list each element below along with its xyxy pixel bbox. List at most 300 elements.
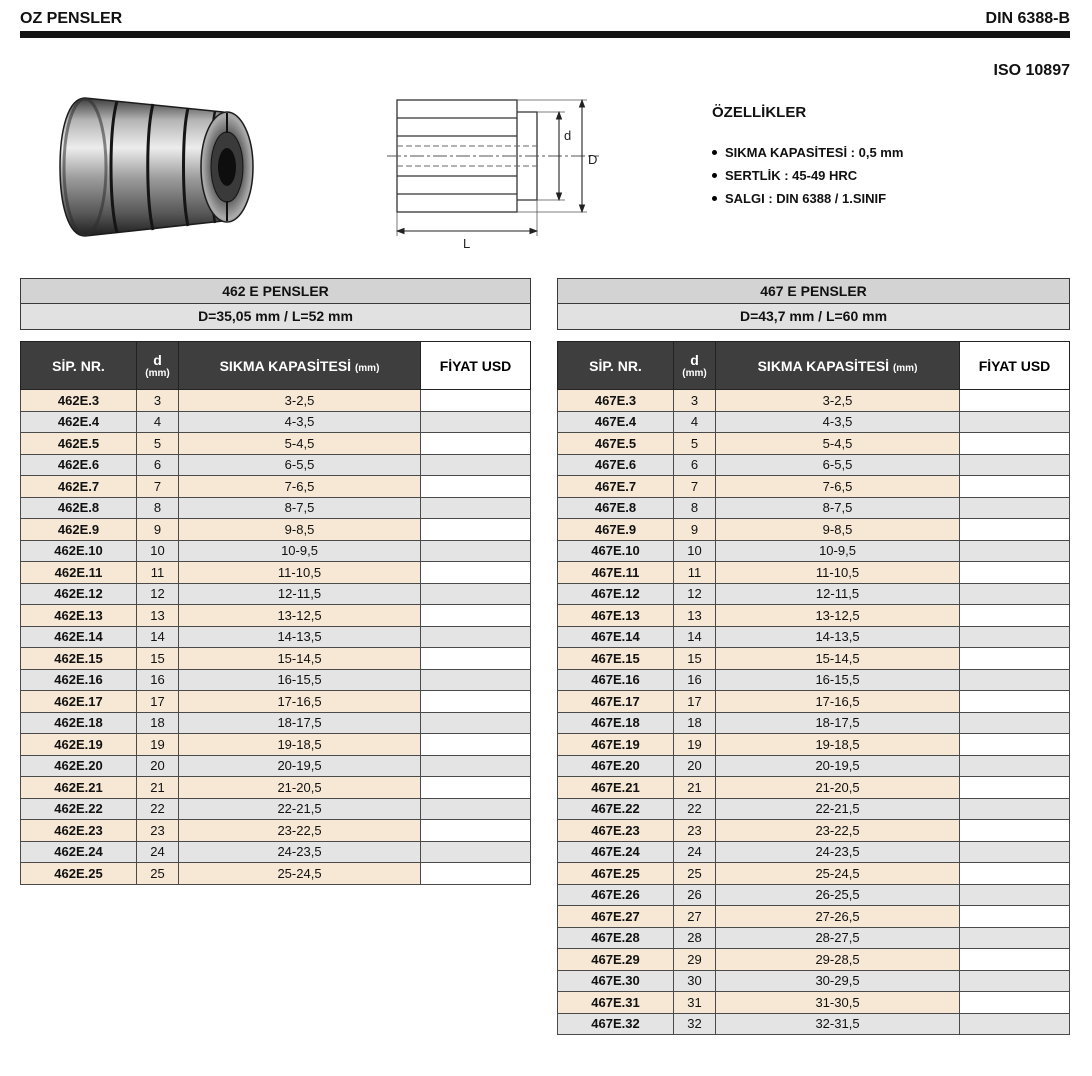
- table-row: [558, 927, 1070, 949]
- d-cell: 26: [674, 884, 716, 906]
- feature-item: [712, 168, 1042, 183]
- price-cell: [960, 583, 1070, 605]
- d-cell: 25: [674, 863, 716, 885]
- sip-cell: 462E.14: [21, 626, 137, 648]
- table-row: [21, 411, 531, 433]
- price-cell: [421, 841, 531, 863]
- sip-cell: 467E.7: [558, 476, 674, 498]
- d-cell: 10: [137, 540, 179, 562]
- sip-cell: 462E.9: [21, 519, 137, 541]
- technical-drawing: [385, 84, 620, 252]
- price-cell: [960, 562, 1070, 584]
- capacity-cell: 18-17,5: [716, 712, 960, 734]
- d-cell: 27: [674, 906, 716, 928]
- table-row: [558, 863, 1070, 885]
- col-capacity: [179, 342, 421, 390]
- d-cell: 29: [674, 949, 716, 971]
- table-row: [21, 820, 531, 842]
- table-row: [558, 519, 1070, 541]
- capacity-cell: 5-4,5: [716, 433, 960, 455]
- d-cell: 24: [137, 841, 179, 863]
- col-sublabel: (mm): [682, 367, 707, 379]
- price-cell: [960, 927, 1070, 949]
- capacity-cell: 20-19,5: [179, 755, 421, 777]
- table-467e: [557, 278, 1070, 1035]
- price-cell: [421, 626, 531, 648]
- sip-cell: 462E.19: [21, 734, 137, 756]
- d-cell: 16: [137, 669, 179, 691]
- price-cell: [960, 454, 1070, 476]
- sip-cell: 467E.20: [558, 755, 674, 777]
- feature-item: [712, 145, 1042, 160]
- table-row: [21, 626, 531, 648]
- features-title: ÖZELLİKLER: [712, 104, 807, 121]
- d-cell: 8: [674, 497, 716, 519]
- sip-cell: 462E.6: [21, 454, 137, 476]
- d-cell: 23: [674, 820, 716, 842]
- table-row: [21, 497, 531, 519]
- d-cell: 20: [137, 755, 179, 777]
- capacity-cell: 4-3,5: [716, 411, 960, 433]
- table-row: [21, 669, 531, 691]
- dim-L-label: L: [463, 236, 471, 251]
- price-cell: [421, 820, 531, 842]
- features-section: [712, 104, 1042, 214]
- table-row: [558, 433, 1070, 455]
- price-cell: [421, 433, 531, 455]
- price-cell: [960, 519, 1070, 541]
- capacity-cell: 12-11,5: [179, 583, 421, 605]
- sip-cell: 467E.8: [558, 497, 674, 519]
- table-row: [558, 734, 1070, 756]
- table-subtitle: D=35,05 mm / L=52 mm: [20, 304, 531, 330]
- d-cell: 18: [674, 712, 716, 734]
- table-row: [558, 691, 1070, 713]
- price-cell: [960, 734, 1070, 756]
- capacity-cell: 9-8,5: [716, 519, 960, 541]
- d-cell: 15: [674, 648, 716, 670]
- table-row: [558, 884, 1070, 906]
- capacity-cell: 29-28,5: [716, 949, 960, 971]
- sip-cell: 462E.12: [21, 583, 137, 605]
- d-cell: 15: [137, 648, 179, 670]
- table-row: [21, 863, 531, 885]
- table-row: [21, 540, 531, 562]
- sip-cell: 467E.11: [558, 562, 674, 584]
- capacity-cell: 4-3,5: [179, 411, 421, 433]
- sip-cell: 467E.13: [558, 605, 674, 627]
- capacity-cell: 7-6,5: [179, 476, 421, 498]
- sip-cell: 467E.31: [558, 992, 674, 1014]
- capacity-cell: 19-18,5: [179, 734, 421, 756]
- sip-cell: 462E.24: [21, 841, 137, 863]
- price-cell: [421, 605, 531, 627]
- capacity-cell: 5-4,5: [179, 433, 421, 455]
- table-row: [558, 454, 1070, 476]
- table-row: [558, 583, 1070, 605]
- price-cell: [421, 648, 531, 670]
- sip-cell: 467E.17: [558, 691, 674, 713]
- d-cell: 8: [137, 497, 179, 519]
- price-cell: [960, 497, 1070, 519]
- price-cell: [960, 390, 1070, 412]
- sip-cell: 462E.16: [21, 669, 137, 691]
- capacity-cell: 25-24,5: [179, 863, 421, 885]
- table-row: [558, 906, 1070, 928]
- price-cell: [960, 712, 1070, 734]
- standard-din: DIN 6388-B: [985, 10, 1070, 27]
- price-cell: [960, 540, 1070, 562]
- sip-cell: 462E.23: [21, 820, 137, 842]
- capacity-cell: 21-20,5: [179, 777, 421, 799]
- price-cell: [960, 992, 1070, 1014]
- table-row: [21, 562, 531, 584]
- sip-cell: 462E.22: [21, 798, 137, 820]
- price-cell: [960, 863, 1070, 885]
- sip-cell: 467E.16: [558, 669, 674, 691]
- col-sublabel: (mm): [145, 367, 170, 379]
- price-cell: [960, 1013, 1070, 1035]
- col-label: SİP. NR.: [52, 357, 105, 374]
- sip-cell: 467E.22: [558, 798, 674, 820]
- col-sublabel: (mm): [892, 362, 918, 374]
- capacity-cell: 23-22,5: [716, 820, 960, 842]
- header-divider: [20, 31, 1070, 38]
- sip-cell: 462E.5: [21, 433, 137, 455]
- capacity-cell: 8-7,5: [716, 497, 960, 519]
- d-cell: 19: [674, 734, 716, 756]
- col-price: [421, 342, 531, 390]
- d-cell: 3: [137, 390, 179, 412]
- capacity-cell: 10-9,5: [179, 540, 421, 562]
- price-cell: [421, 476, 531, 498]
- collet-photo-image: [55, 88, 285, 246]
- table-row: [558, 798, 1070, 820]
- capacity-cell: 16-15,5: [179, 669, 421, 691]
- sip-cell: 467E.15: [558, 648, 674, 670]
- sip-cell: 467E.6: [558, 454, 674, 476]
- d-cell: 13: [674, 605, 716, 627]
- table-row: [558, 1013, 1070, 1035]
- price-cell: [960, 605, 1070, 627]
- d-cell: 9: [674, 519, 716, 541]
- table-row: [558, 992, 1070, 1014]
- col-sublabel: (mm): [354, 362, 380, 374]
- d-cell: 7: [137, 476, 179, 498]
- sip-cell: 462E.13: [21, 605, 137, 627]
- table-title: 467 E PENSLER: [557, 278, 1070, 304]
- col-label: d: [153, 351, 162, 368]
- price-cell: [960, 949, 1070, 971]
- capacity-cell: 23-22,5: [179, 820, 421, 842]
- table-row: [558, 411, 1070, 433]
- table-row: [558, 476, 1070, 498]
- sip-cell: 467E.32: [558, 1013, 674, 1035]
- table-row: [558, 562, 1070, 584]
- table-row: [21, 691, 531, 713]
- table-subtitle: D=43,7 mm / L=60 mm: [557, 304, 1070, 330]
- price-cell: [421, 798, 531, 820]
- dim-d-label: d: [564, 128, 572, 143]
- table-row: [21, 583, 531, 605]
- d-cell: 17: [674, 691, 716, 713]
- data-table: [557, 341, 1070, 1035]
- table-row: [558, 841, 1070, 863]
- col-label: d: [690, 351, 699, 368]
- price-cell: [960, 970, 1070, 992]
- capacity-cell: 31-30,5: [716, 992, 960, 1014]
- price-cell: [960, 820, 1070, 842]
- capacity-cell: 7-6,5: [716, 476, 960, 498]
- table-row: [21, 605, 531, 627]
- sip-cell: 467E.3: [558, 390, 674, 412]
- d-cell: 14: [137, 626, 179, 648]
- capacity-cell: 3-2,5: [179, 390, 421, 412]
- price-cell: [960, 411, 1070, 433]
- capacity-cell: 13-12,5: [716, 605, 960, 627]
- sip-cell: 467E.23: [558, 820, 674, 842]
- d-cell: 11: [137, 562, 179, 584]
- price-cell: [960, 777, 1070, 799]
- d-cell: 19: [137, 734, 179, 756]
- price-cell: [421, 777, 531, 799]
- price-cell: [421, 863, 531, 885]
- table-row: [558, 755, 1070, 777]
- capacity-cell: 11-10,5: [716, 562, 960, 584]
- col-d: [137, 342, 179, 390]
- table-header-row: [21, 342, 531, 390]
- price-cell: [421, 562, 531, 584]
- d-cell: 3: [674, 390, 716, 412]
- table-row: [21, 734, 531, 756]
- table-row: [558, 540, 1070, 562]
- d-cell: 28: [674, 927, 716, 949]
- sip-cell: 462E.18: [21, 712, 137, 734]
- sip-cell: 467E.29: [558, 949, 674, 971]
- table-row: [21, 519, 531, 541]
- table-row: [21, 777, 531, 799]
- price-cell: [960, 906, 1070, 928]
- col-label: SİP. NR.: [589, 357, 642, 374]
- capacity-cell: 3-2,5: [716, 390, 960, 412]
- table-row: [21, 454, 531, 476]
- price-cell: [421, 519, 531, 541]
- capacity-cell: 15-14,5: [179, 648, 421, 670]
- sip-cell: 467E.10: [558, 540, 674, 562]
- price-cell: [960, 669, 1070, 691]
- sip-cell: 467E.19: [558, 734, 674, 756]
- d-cell: 30: [674, 970, 716, 992]
- d-cell: 32: [674, 1013, 716, 1035]
- capacity-cell: 18-17,5: [179, 712, 421, 734]
- price-cell: [960, 798, 1070, 820]
- table-row: [21, 841, 531, 863]
- price-cell: [960, 626, 1070, 648]
- capacity-cell: 19-18,5: [716, 734, 960, 756]
- col-label: SIKMA KAPASİTESİ: [757, 357, 890, 374]
- price-cell: [421, 583, 531, 605]
- d-cell: 11: [674, 562, 716, 584]
- d-cell: 24: [674, 841, 716, 863]
- capacity-cell: 27-26,5: [716, 906, 960, 928]
- sip-cell: 467E.30: [558, 970, 674, 992]
- d-cell: 21: [674, 777, 716, 799]
- col-capacity: [716, 342, 960, 390]
- table-row: [558, 777, 1070, 799]
- capacity-cell: 14-13,5: [716, 626, 960, 648]
- bullet-icon: [712, 196, 717, 201]
- d-cell: 18: [137, 712, 179, 734]
- capacity-cell: 17-16,5: [716, 691, 960, 713]
- col-price: [960, 342, 1070, 390]
- capacity-cell: 30-29,5: [716, 970, 960, 992]
- bullet-icon: [712, 150, 717, 155]
- sip-cell: 467E.26: [558, 884, 674, 906]
- table-row: [558, 712, 1070, 734]
- feature-text: SERTLİK : 45-49 HRC: [725, 168, 858, 183]
- d-cell: 31: [674, 992, 716, 1014]
- d-cell: 10: [674, 540, 716, 562]
- capacity-cell: 12-11,5: [716, 583, 960, 605]
- d-cell: 5: [674, 433, 716, 455]
- sip-cell: 467E.28: [558, 927, 674, 949]
- data-table: [20, 341, 531, 885]
- capacity-cell: 32-31,5: [716, 1013, 960, 1035]
- col-sip-nr: [558, 342, 674, 390]
- dim-D-label: D: [588, 152, 598, 167]
- capacity-cell: 17-16,5: [179, 691, 421, 713]
- sip-cell: 462E.4: [21, 411, 137, 433]
- capacity-cell: 20-19,5: [716, 755, 960, 777]
- d-cell: 16: [674, 669, 716, 691]
- bullet-icon: [712, 173, 717, 178]
- capacity-cell: 22-21,5: [716, 798, 960, 820]
- capacity-cell: 28-27,5: [716, 927, 960, 949]
- price-cell: [421, 390, 531, 412]
- price-cell: [960, 476, 1070, 498]
- capacity-cell: 24-23,5: [179, 841, 421, 863]
- d-cell: 23: [137, 820, 179, 842]
- price-cell: [960, 691, 1070, 713]
- sip-cell: 462E.11: [21, 562, 137, 584]
- d-cell: 5: [137, 433, 179, 455]
- capacity-cell: 24-23,5: [716, 841, 960, 863]
- price-cell: [421, 411, 531, 433]
- table-row: [21, 433, 531, 455]
- collet-photo: [55, 88, 285, 246]
- price-cell: [421, 540, 531, 562]
- table-row: [21, 755, 531, 777]
- capacity-cell: 6-5,5: [716, 454, 960, 476]
- capacity-cell: 10-9,5: [716, 540, 960, 562]
- page-title: OZ PENSLER: [20, 10, 123, 27]
- sip-cell: 467E.4: [558, 411, 674, 433]
- sip-cell: 467E.21: [558, 777, 674, 799]
- d-cell: 7: [674, 476, 716, 498]
- features-list: [712, 145, 1042, 206]
- sip-cell: 467E.12: [558, 583, 674, 605]
- d-cell: 21: [137, 777, 179, 799]
- sip-cell: 467E.24: [558, 841, 674, 863]
- feature-text: SALGI : DIN 6388 / 1.SINIF: [725, 191, 887, 206]
- d-cell: 4: [137, 411, 179, 433]
- price-cell: [960, 841, 1070, 863]
- capacity-cell: 15-14,5: [716, 648, 960, 670]
- sip-cell: 467E.18: [558, 712, 674, 734]
- table-row: [558, 820, 1070, 842]
- price-cell: [421, 734, 531, 756]
- price-cell: [960, 884, 1070, 906]
- table-row: [558, 970, 1070, 992]
- col-label: FİYAT USD: [439, 357, 512, 374]
- d-cell: 9: [137, 519, 179, 541]
- price-cell: [960, 433, 1070, 455]
- col-label: SIKMA KAPASİTESİ: [219, 357, 352, 374]
- price-cell: [421, 454, 531, 476]
- table-row: [558, 605, 1070, 627]
- capacity-cell: 21-20,5: [716, 777, 960, 799]
- d-cell: 12: [674, 583, 716, 605]
- feature-text: SIKMA KAPASİTESİ : 0,5 mm: [725, 145, 904, 160]
- table-row: [558, 626, 1070, 648]
- table-row: [558, 949, 1070, 971]
- sip-cell: 467E.9: [558, 519, 674, 541]
- price-cell: [421, 755, 531, 777]
- table-row: [558, 648, 1070, 670]
- capacity-cell: 14-13,5: [179, 626, 421, 648]
- capacity-cell: 8-7,5: [179, 497, 421, 519]
- d-cell: 22: [137, 798, 179, 820]
- price-cell: [960, 648, 1070, 670]
- capacity-cell: 25-24,5: [716, 863, 960, 885]
- price-cell: [421, 669, 531, 691]
- sip-cell: 462E.25: [21, 863, 137, 885]
- table-row: [558, 497, 1070, 519]
- table-row: [558, 669, 1070, 691]
- sip-cell: 462E.21: [21, 777, 137, 799]
- table-row: [558, 390, 1070, 412]
- table-row: [21, 390, 531, 412]
- price-cell: [421, 497, 531, 519]
- sip-cell: 467E.5: [558, 433, 674, 455]
- price-cell: [421, 712, 531, 734]
- d-cell: 12: [137, 583, 179, 605]
- d-cell: 4: [674, 411, 716, 433]
- table-title: 462 E PENSLER: [20, 278, 531, 304]
- sip-cell: 467E.27: [558, 906, 674, 928]
- capacity-cell: 6-5,5: [179, 454, 421, 476]
- table-462e: [20, 278, 531, 885]
- capacity-cell: 9-8,5: [179, 519, 421, 541]
- capacity-cell: 26-25,5: [716, 884, 960, 906]
- col-label: FİYAT USD: [978, 357, 1051, 374]
- d-cell: 13: [137, 605, 179, 627]
- d-cell: 25: [137, 863, 179, 885]
- capacity-cell: 16-15,5: [716, 669, 960, 691]
- sip-cell: 462E.20: [21, 755, 137, 777]
- price-cell: [421, 691, 531, 713]
- table-row: [21, 798, 531, 820]
- d-cell: 17: [137, 691, 179, 713]
- capacity-cell: 22-21,5: [179, 798, 421, 820]
- standard-iso: ISO 10897: [993, 62, 1070, 79]
- table-row: [21, 648, 531, 670]
- technical-drawing-image: [385, 84, 620, 252]
- capacity-cell: 11-10,5: [179, 562, 421, 584]
- col-sip-nr: [21, 342, 137, 390]
- col-d: [674, 342, 716, 390]
- d-cell: 22: [674, 798, 716, 820]
